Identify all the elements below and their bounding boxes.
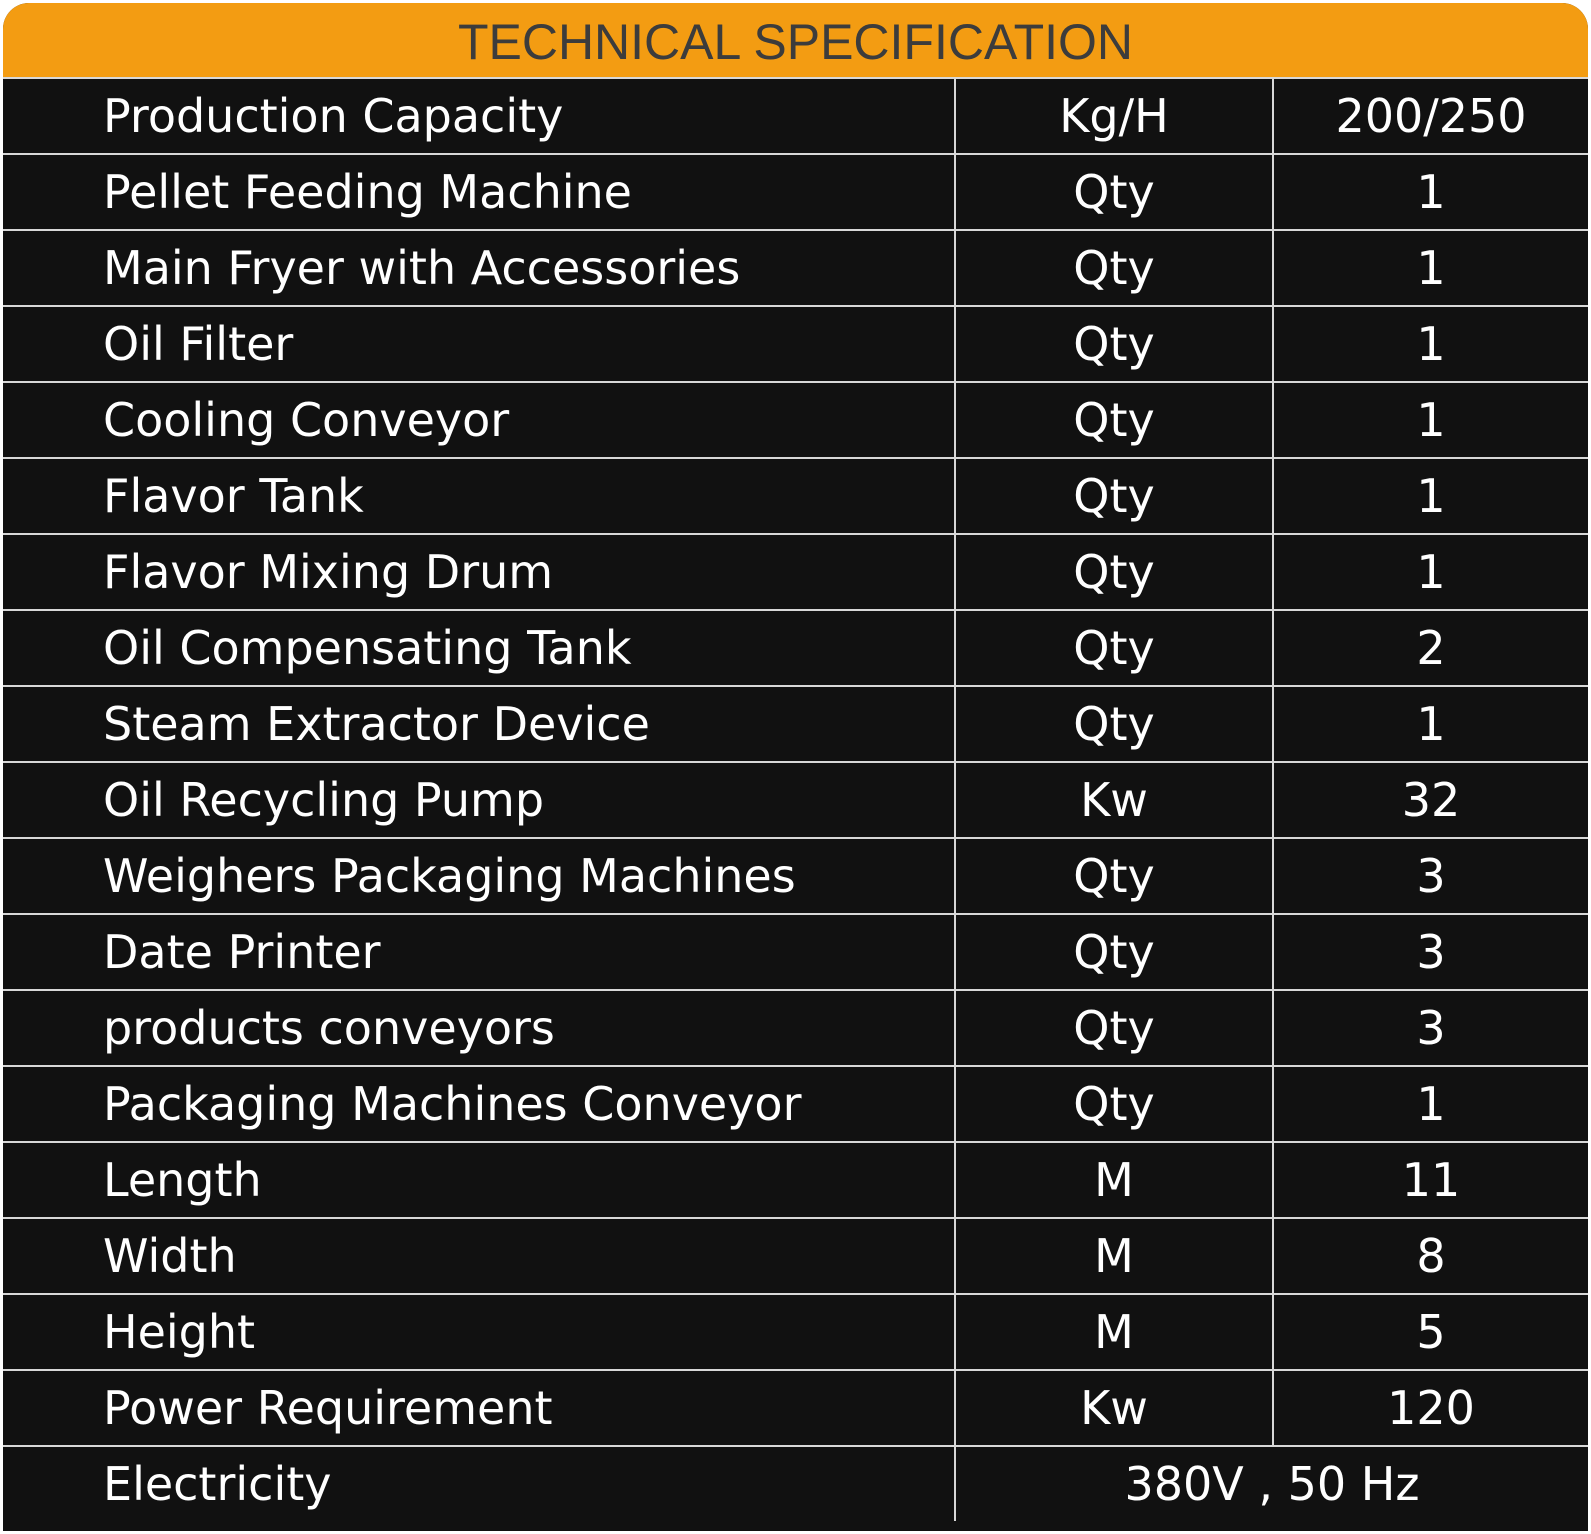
spec-value-cell: 1: [1273, 686, 1588, 762]
spec-title: TECHNICAL SPECIFICATION: [3, 3, 1588, 77]
table-row: [3, 686, 1588, 762]
spec-value-cell: 1: [1273, 534, 1588, 610]
spec-name-cell: Date Printer: [3, 914, 955, 990]
spec-value-cell: 1: [1273, 382, 1588, 458]
table-row: [3, 1294, 1588, 1370]
spec-value-cell: 120: [1273, 1370, 1588, 1446]
spec-value-cell: 3: [1273, 838, 1588, 914]
spec-value-cell: 1: [1273, 230, 1588, 306]
table-row: [3, 534, 1588, 610]
spec-unit-cell: Kg/H: [955, 78, 1273, 154]
table-row: [3, 78, 1588, 154]
spec-unit-cell: Qty: [955, 154, 1273, 230]
spec-unit-cell: Qty: [955, 914, 1273, 990]
table-row: [3, 154, 1588, 230]
spec-unit-cell: Kw: [955, 762, 1273, 838]
table-row: [3, 458, 1588, 534]
spec-table: [3, 77, 1588, 1521]
spec-unit-cell: Qty: [955, 306, 1273, 382]
spec-unit-cell: Qty: [955, 1066, 1273, 1142]
spec-unit-cell: Kw: [955, 1370, 1273, 1446]
spec-value-cell: 2: [1273, 610, 1588, 686]
spec-name-cell: Oil Recycling Pump: [3, 762, 955, 838]
table-row: [3, 762, 1588, 838]
spec-value-cell: 11: [1273, 1142, 1588, 1218]
table-row: [3, 1218, 1588, 1294]
spec-unit-cell: M: [955, 1294, 1273, 1370]
spec-value-cell: 8: [1273, 1218, 1588, 1294]
spec-table-body: [3, 78, 1588, 1521]
spec-name-cell: products conveyors: [3, 990, 955, 1066]
spec-value-cell: 1: [1273, 154, 1588, 230]
electricity-value-cell: 380V , 50 Hz: [955, 1446, 1588, 1521]
spec-unit-cell: Qty: [955, 686, 1273, 762]
spec-unit-cell: Qty: [955, 382, 1273, 458]
spec-value-cell: 32: [1273, 762, 1588, 838]
table-row: [3, 990, 1588, 1066]
spec-value-cell: 5: [1273, 1294, 1588, 1370]
spec-value-cell: 3: [1273, 990, 1588, 1066]
spec-value-cell: 1: [1273, 1066, 1588, 1142]
spec-name-cell: Electricity: [3, 1446, 955, 1521]
spec-value-cell: 1: [1273, 458, 1588, 534]
spec-unit-cell: Qty: [955, 838, 1273, 914]
table-row: [3, 838, 1588, 914]
spec-name-cell: Cooling Conveyor: [3, 382, 955, 458]
spec-name-cell: Width: [3, 1218, 955, 1294]
spec-unit-cell: M: [955, 1218, 1273, 1294]
spec-unit-cell: Qty: [955, 610, 1273, 686]
spec-unit-cell: Qty: [955, 990, 1273, 1066]
table-row: [3, 1370, 1588, 1446]
spec-name-cell: Pellet Feeding Machine: [3, 154, 955, 230]
spec-sheet: [3, 3, 1588, 1531]
table-row: [3, 230, 1588, 306]
spec-name-cell: Flavor Mixing Drum: [3, 534, 955, 610]
spec-name-cell: Production Capacity: [3, 78, 955, 154]
table-row: [3, 914, 1588, 990]
table-row: [3, 1142, 1588, 1218]
spec-name-cell: Oil Filter: [3, 306, 955, 382]
spec-name-cell: Weighers Packaging Machines: [3, 838, 955, 914]
table-row: [3, 610, 1588, 686]
spec-value-cell: 1: [1273, 306, 1588, 382]
spec-unit-cell: Qty: [955, 230, 1273, 306]
spec-name-cell: Length: [3, 1142, 955, 1218]
spec-unit-cell: Qty: [955, 458, 1273, 534]
table-row: [3, 306, 1588, 382]
table-row-electricity: [3, 1446, 1588, 1521]
spec-value-cell: 3: [1273, 914, 1588, 990]
spec-name-cell: Height: [3, 1294, 955, 1370]
table-row: [3, 382, 1588, 458]
spec-name-cell: Flavor Tank: [3, 458, 955, 534]
spec-unit-cell: M: [955, 1142, 1273, 1218]
spec-value-cell: 200/250: [1273, 78, 1588, 154]
spec-name-cell: Oil Compensating Tank: [3, 610, 955, 686]
spec-name-cell: Packaging Machines Conveyor: [3, 1066, 955, 1142]
spec-name-cell: Steam Extractor Device: [3, 686, 955, 762]
table-row: [3, 1066, 1588, 1142]
spec-unit-cell: Qty: [955, 534, 1273, 610]
spec-name-cell: Main Fryer with Accessories: [3, 230, 955, 306]
spec-name-cell: Power Requirement: [3, 1370, 955, 1446]
